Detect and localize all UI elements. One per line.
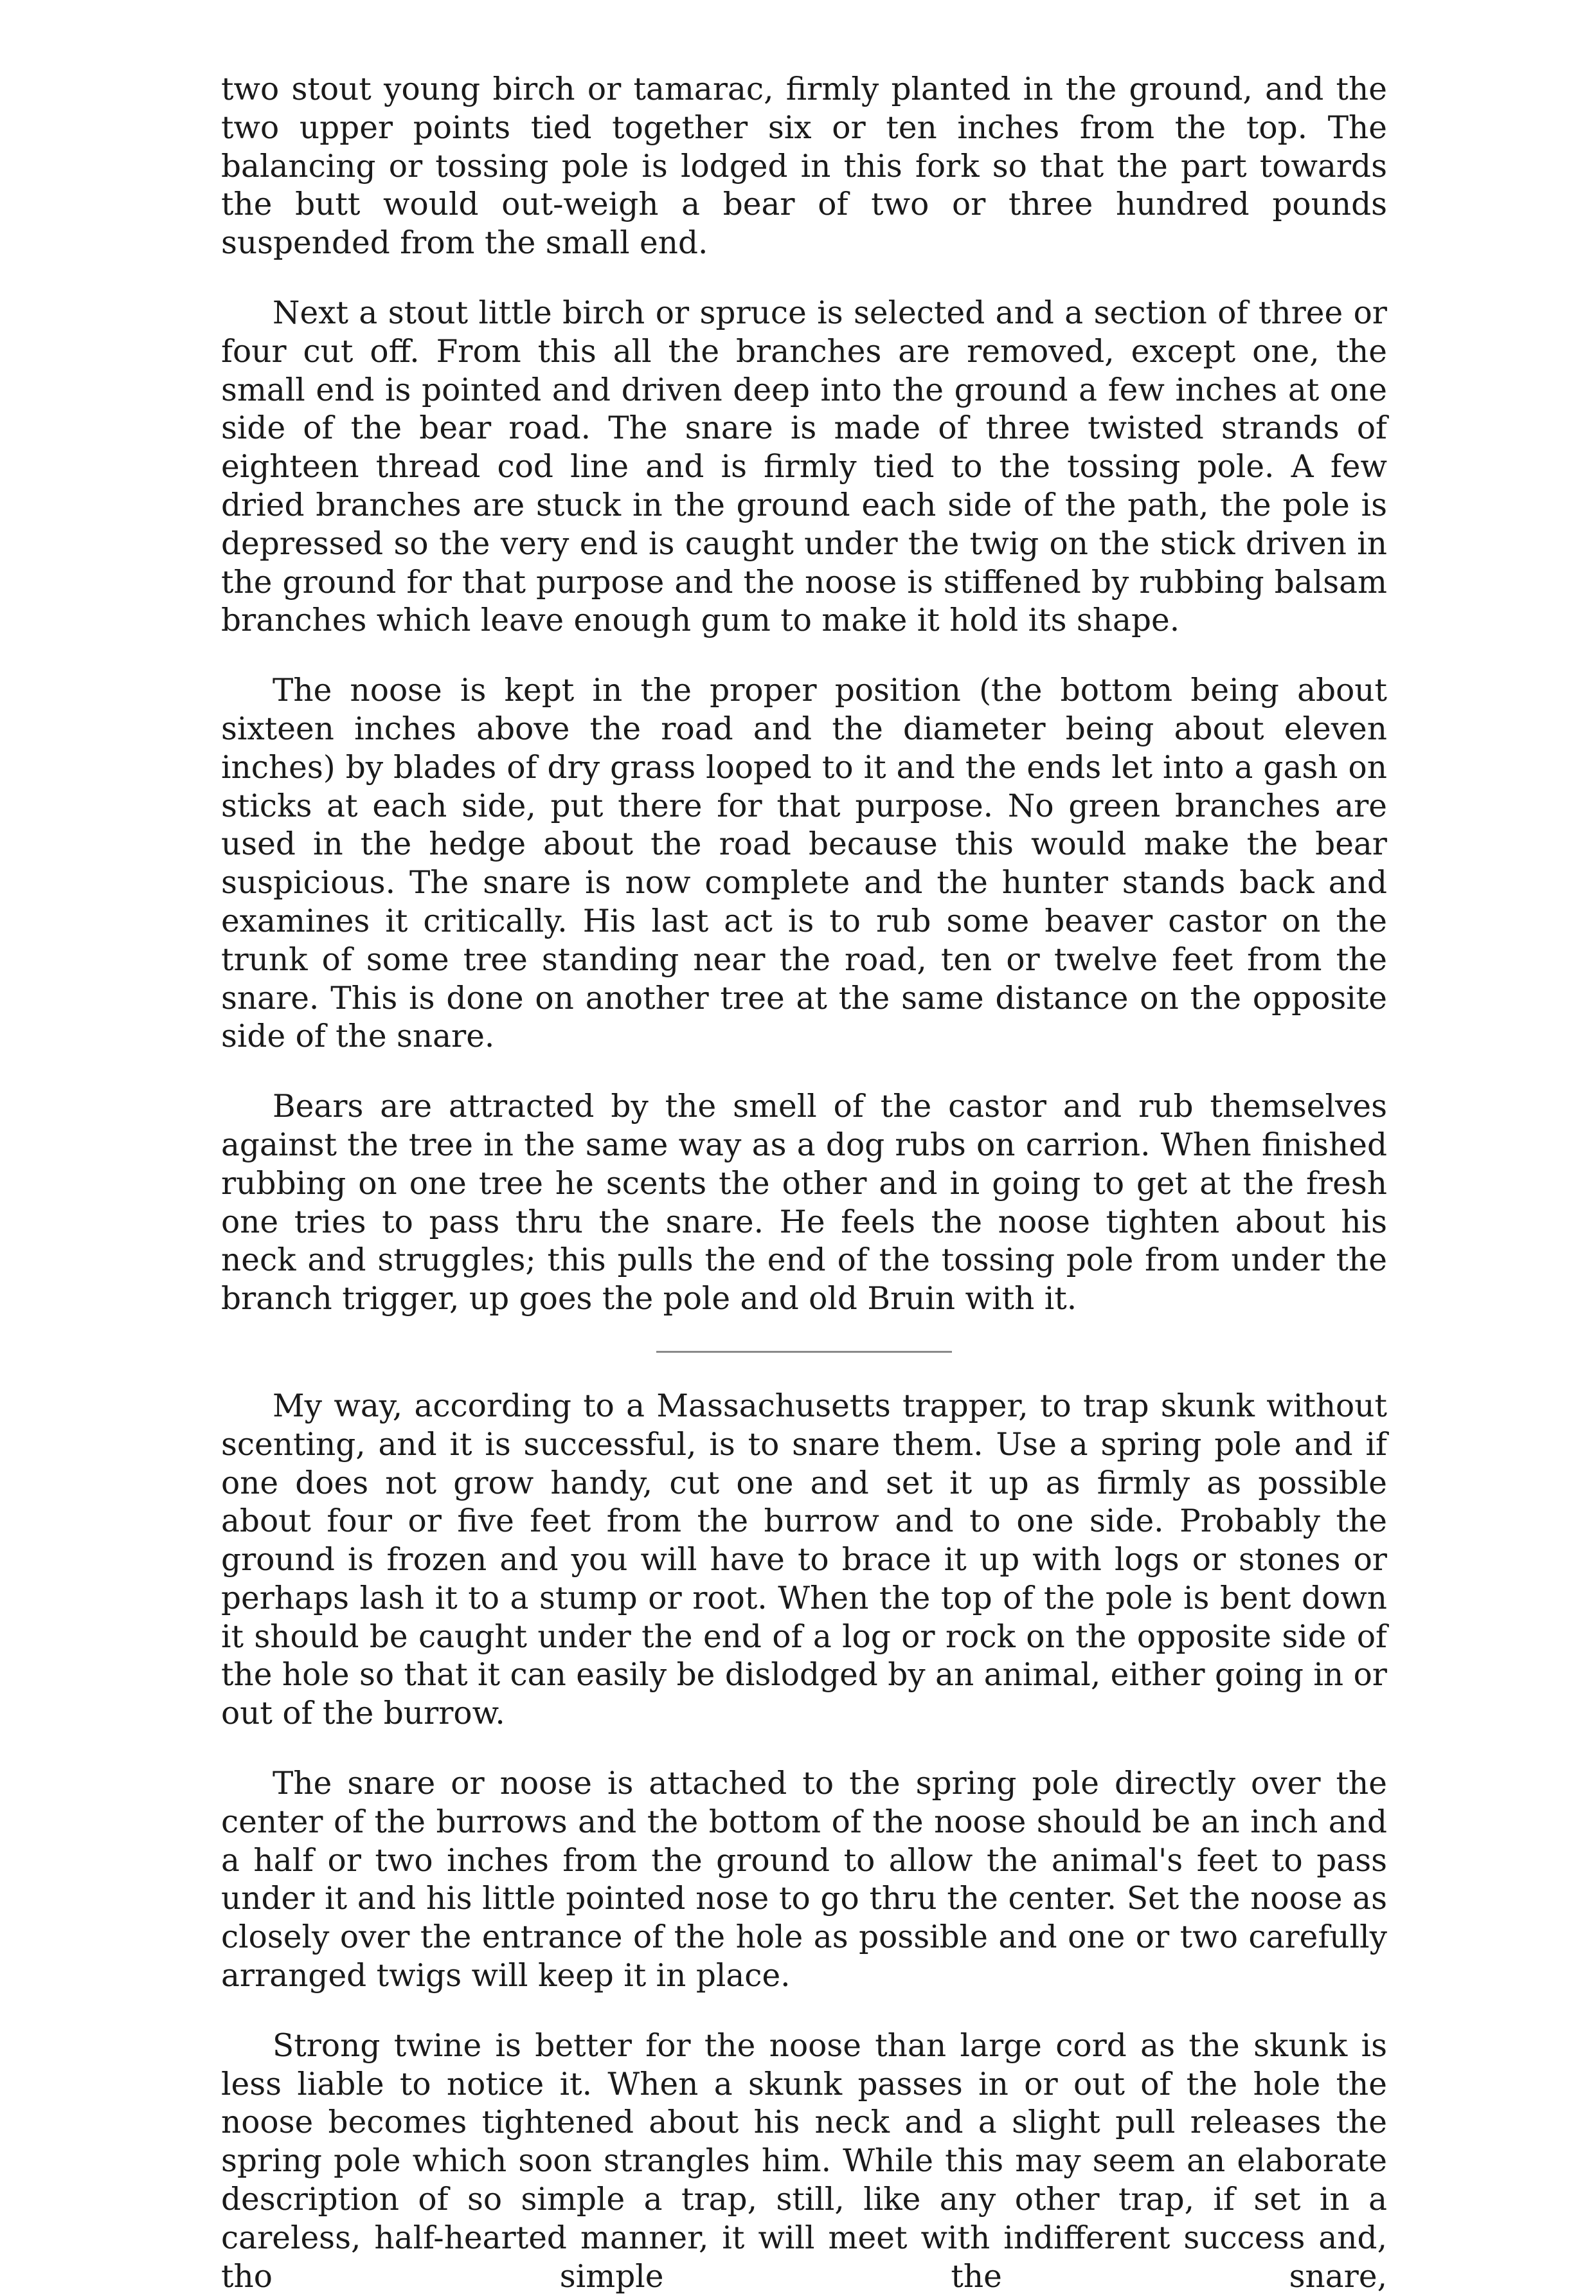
paragraph: Next a stout little birch or spruce is selected and a section of three or four cut off. From this all the branches are removed, except one, the small end is pointed and driven deep into the ground a few inches at one side of the bear road. The snare is made of three twisted strands of eighteen thread cod line and is firmly tied to the tossing pole. A few dried branches are stuck in the ground each side of the path, the pole is depressed so the very end is caught under the twig on the stick driven in the ground for that purpose and the noose is stiffened by rubbing balsam branches which leave enough gum to make it hold its shape. xyxy=(221,294,1387,639)
paragraph: The noose is kept in the proper position (the bottom being about sixteen inches above the road and the diameter being about eleven inches) by blades of dry grass looped to it and the ends let into a gash on sticks at each side, put there for that purpose. No green branches are used in the hedge about the road because this would make the bear suspicious. The snare is now complete and the hunter stands back and examines it critically. His last act is to rub some beaver castor on the trunk of some tree standing near the road, ten or twelve feet from the snare. This is done on another tree at the same distance on the opposite side of the snare. xyxy=(221,673,1387,1055)
section-divider xyxy=(656,1351,952,1353)
paragraph: My way, according to a Massachusetts trapper, to trap skunk without scenting, and it is successful, is to snare them. Use a spring pole and if one does not grow handy, cut one and set it up as firmly as possible about four or five feet from the burrow and to one side. Probably the ground is frozen and you will have to brace it up with logs or stones or perhaps lash it to a stump or root. When the top of the pole is bent down it should be caught under the end of a log or rock on the opposite side of the hole so that it can easily be dislodged by an animal, either going in or out of the burrow. xyxy=(221,1388,1387,1732)
book-page xyxy=(221,71,1387,2296)
paragraph-continued: Strong twine is better for the noose than large cord as the skunk is less liable to notice it. When a skunk passes in or out of the hole the noose becomes tightened about his neck and a slight pull releases the spring pole which soon strangles him. While this may seem an elaborate description of so simple a trap, still, like any other trap, if set in a careless, half-hearted manner, it will meet with indifferent success and, tho simple the snare, xyxy=(221,2027,1387,2295)
paragraph: The snare or noose is attached to the spring pole directly over the center of the burrows and the bottom of the noose should be an inch and a half or two inches from the ground to allow the animal's feet to pass under it and his little pointed nose to go thru the center. Set the noose as closely over the entrance of the hole as possible and one or two carefully arranged twigs will keep it in place. xyxy=(221,1766,1387,1994)
section-bear-snare xyxy=(221,71,1387,1319)
section-skunk-snare xyxy=(221,1388,1387,2296)
paragraph: Bears are attracted by the smell of the castor and rub themselves against the tree in the same way as a dog rubs on carrion. When finished rubbing on one tree he scents the other and in going to get at the fresh one tries to pass thru the snare. He feels the noose tighten about his neck and struggles; this pulls the end of the tossing pole from under the branch trigger, up goes the pole and old Bruin with it. xyxy=(221,1089,1387,1317)
paragraph-continuation: two stout young birch or tamarac, firmly planted in the ground, and the two upper points tied together six or ten inches from the top. The balancing or tossing pole is lodged in this fork so that the part towards the butt would out-weigh a bear of two or three hundred pounds suspended from the small end. xyxy=(221,71,1387,262)
